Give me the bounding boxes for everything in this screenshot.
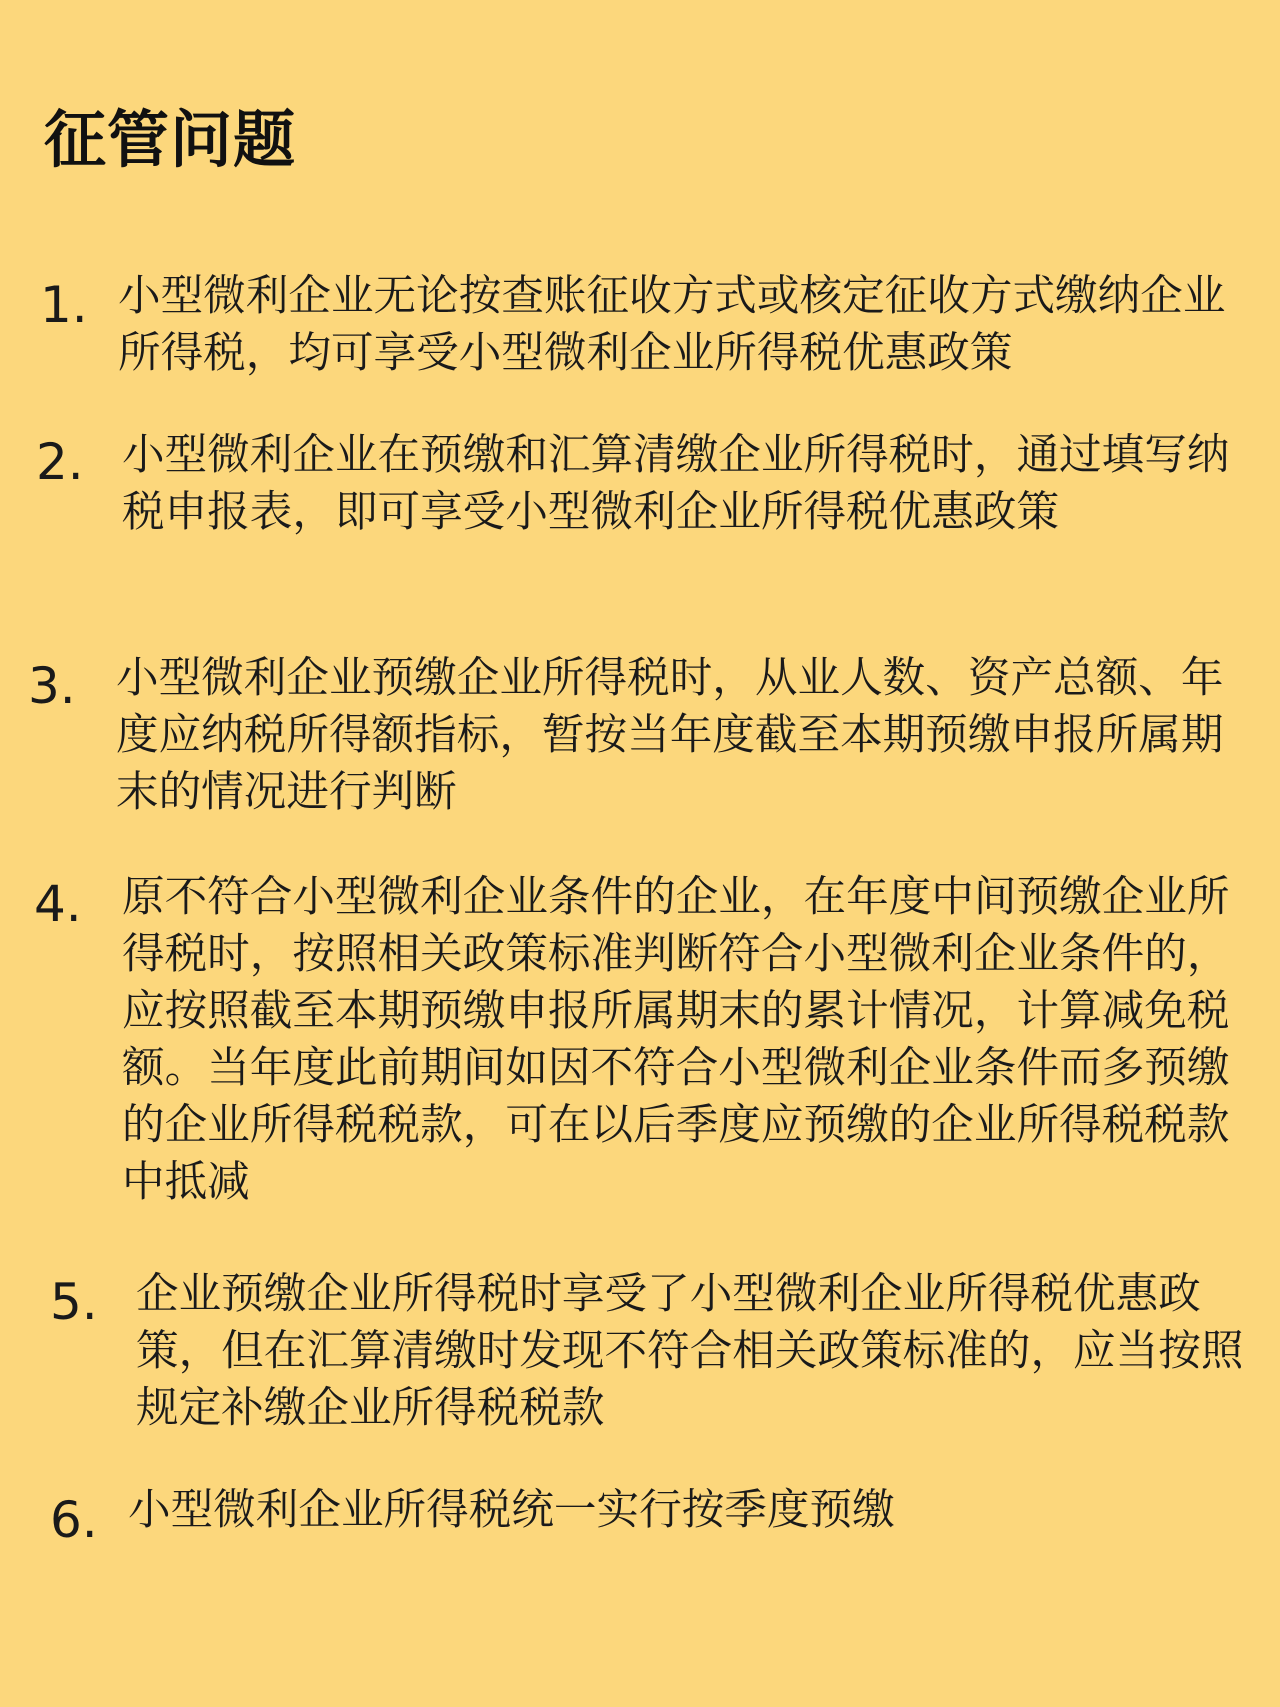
item-number: 5.: [50, 1273, 98, 1331]
item-number: 6.: [50, 1491, 98, 1549]
item-text: 原不符合小型微利企业条件的企业，在年度中间预缴企业所得税时，按照相关政策标准判断符合小型微利企业条件的，应按照截至本期预缴申报所属期末的累计情况，计算减免税额。当年度此前期间如因不符合小型微利企业条件而多预缴的企业所得税税款，可在以后季度应预缴的企业所得税税款中抵减: [122, 872, 1230, 1207]
item-text: 小型微利企业在预缴和汇算清缴企业所得税时，通过填写纳税申报表，即可享受小型微利企业所得税优惠政策: [122, 430, 1230, 537]
item-number: 4.: [34, 875, 82, 933]
item-text: 小型微利企业无论按查账征收方式或核定征收方式缴纳企业所得税，均可享受小型微利企业所得税优惠政策: [118, 271, 1226, 378]
item-text: 小型微利企业所得税统一实行按季度预缴: [128, 1485, 895, 1535]
item-number: 1.: [40, 276, 88, 334]
item-text: 小型微利企业预缴企业所得税时，从业人数、资产总额、年度应纳税所得额指标，暂按当年度截至本期预缴申报所属期末的情况进行判断: [116, 653, 1224, 817]
item-number: 2.: [36, 433, 84, 491]
item-number: 3.: [28, 657, 76, 715]
item-text: 企业预缴企业所得税时享受了小型微利企业所得税优惠政策，但在汇算清缴时发现不符合相关政策标准的，应当按照规定补缴企业所得税税款: [136, 1269, 1244, 1433]
page-title: 征管问题: [44, 103, 297, 176]
